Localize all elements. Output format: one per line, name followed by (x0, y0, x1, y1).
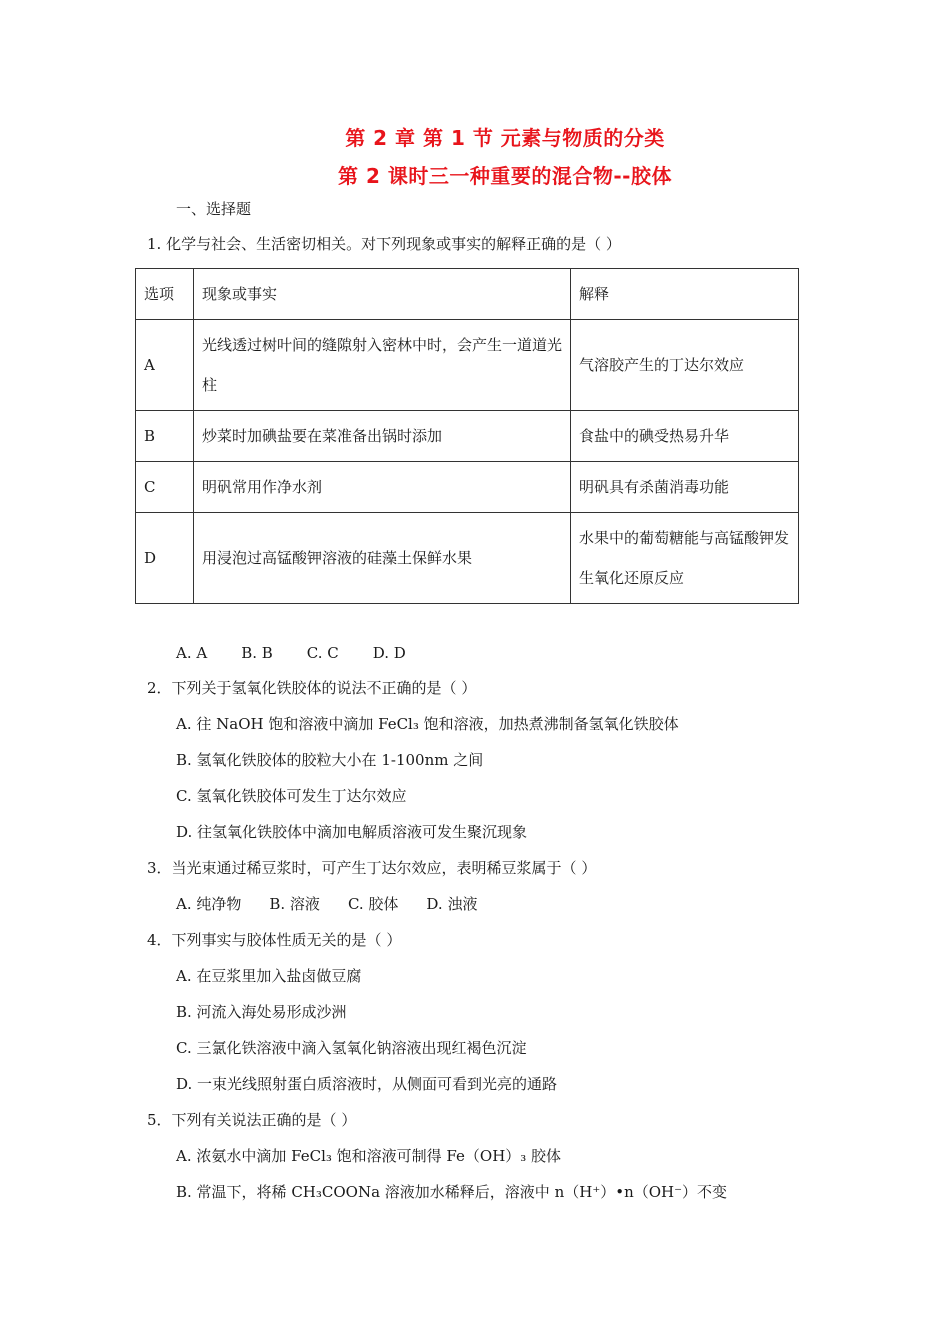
table-cell-fact: 用浸泡过高锰酸钾溶液的硅藻土保鲜水果 (194, 513, 571, 604)
option-d: D. 浊液 (426, 895, 478, 913)
table-header-row (136, 269, 799, 320)
question-4-option-b: B. 河流入海处易形成沙洲 (176, 1003, 347, 1021)
table-cell-option: C (136, 462, 194, 513)
option-b: B. 溶液 (269, 895, 320, 913)
table-row (136, 513, 799, 604)
option-b: B. B (241, 644, 273, 662)
question-1-table (135, 268, 799, 604)
table-row (136, 320, 799, 411)
table-cell-explain: 明矾具有杀菌消毒功能 (571, 462, 799, 513)
option-a: A. 纯净物 (176, 895, 242, 913)
question-3-stem: 3．当光束通过稀豆浆时，可产生丁达尔效应，表明稀豆浆属于（ ） (147, 859, 597, 877)
question-4-stem: 4．下列事实与胶体性质无关的是（ ） (147, 931, 402, 949)
lesson-title: 第 2 课时三一种重要的混合物--胶体 (338, 164, 672, 188)
question-4-option-c: C. 三氯化铁溶液中滴入氢氧化钠溶液出现红褐色沉淀 (176, 1039, 527, 1057)
option-d: D. D (372, 644, 406, 662)
table-cell-option: D (136, 513, 194, 604)
question-1-options (176, 643, 406, 663)
table-cell-explain: 水果中的葡萄糖能与高锰酸钾发生氧化还原反应 (571, 513, 799, 604)
question-5-option-b: B. 常温下，将稀 CH₃COONa 溶液加水稀释后，溶液中 n（H⁺）•n（OH⁻）不变 (176, 1183, 728, 1201)
table-cell-fact: 光线透过树叶间的缝隙射入密林中时，会产生一道道光柱 (194, 320, 571, 411)
chapter-title: 第 2 章 第 1 节 元素与物质的分类 (345, 126, 665, 150)
table-cell-explain: 食盐中的碘受热易升华 (571, 411, 799, 462)
table-cell-fact: 明矾常用作净水剂 (194, 462, 571, 513)
question-4-option-a: A. 在豆浆里加入盐卤做豆腐 (176, 967, 362, 985)
question-2-option-b: B. 氢氧化铁胶体的胶粒大小在 1-100nm 之间 (176, 751, 484, 769)
question-3-options (176, 894, 477, 914)
question-2-stem: 2．下列关于氢氧化铁胶体的说法不正确的是（ ） (147, 679, 477, 697)
question-1-stem: 1. 化学与社会、生活密切相关。对下列现象或事实的解释正确的是（ ） (147, 235, 621, 253)
option-c: C. 胶体 (347, 895, 399, 913)
question-5-option-a: A. 浓氨水中滴加 FeCl₃ 饱和溶液可制得 Fe（OH）₃ 胶体 (176, 1147, 562, 1165)
table-header-explain: 解释 (571, 269, 799, 320)
question-2-option-c: C. 氢氧化铁胶体可发生丁达尔效应 (176, 787, 407, 805)
option-a: A. A (176, 644, 208, 662)
question-4-option-d: D. 一束光线照射蛋白质溶液时，从侧面可看到光亮的通路 (176, 1075, 558, 1093)
table-cell-fact: 炒菜时加碘盐要在菜准备出锅时添加 (194, 411, 571, 462)
table-row (136, 462, 799, 513)
question-2-option-d: D. 往氢氧化铁胶体中滴加电解质溶液可发生聚沉现象 (176, 823, 528, 841)
question-2-option-a: A. 往 NaOH 饱和溶液中滴加 FeCl₃ 饱和溶液，加热煮沸制备氢氧化铁胶体 (176, 715, 679, 733)
table-cell-option: A (136, 320, 194, 411)
table-header-fact: 现象或事实 (194, 269, 571, 320)
question-5-stem: 5．下列有关说法正确的是（ ） (147, 1111, 357, 1129)
table-cell-explain: 气溶胶产生的丁达尔效应 (571, 320, 799, 411)
table-cell-option: B (136, 411, 194, 462)
table-header-option: 选项 (136, 269, 194, 320)
table-row (136, 411, 799, 462)
section-heading: 一、选择题 (176, 200, 252, 218)
option-c: C. C (306, 644, 339, 662)
